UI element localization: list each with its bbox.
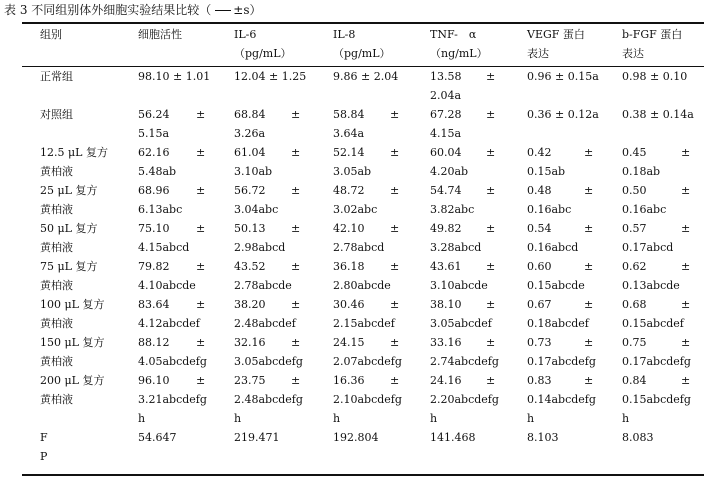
row-label: 黄柏液 bbox=[40, 279, 73, 292]
pm-symbol: ± bbox=[681, 260, 691, 273]
table-cell: 0.38 ± 0.14a bbox=[622, 108, 694, 121]
table-cell: 2.10abcdefg bbox=[333, 393, 402, 406]
table-cell: 32.16 bbox=[234, 336, 266, 349]
pm-symbol: ± bbox=[584, 260, 594, 273]
table-cell: 36.18 bbox=[333, 260, 365, 273]
table-cell: 2.74abcdefg bbox=[430, 355, 499, 368]
table-cell: 0.13abcde bbox=[622, 279, 680, 292]
pm-symbol: ± bbox=[291, 374, 301, 387]
table-cell: 48.72 bbox=[333, 184, 365, 197]
header-cell: 表达 bbox=[622, 47, 644, 60]
table-cell: 3.10ab bbox=[234, 165, 273, 178]
row-label: 黄柏液 bbox=[40, 165, 73, 178]
pm-symbol: ± bbox=[390, 222, 400, 235]
table-cell: 0.84 bbox=[622, 374, 647, 387]
table-cell: 0.17abcd bbox=[622, 241, 674, 254]
table-cell: 0.62 bbox=[622, 260, 647, 273]
table-cell: 2.15abcdef bbox=[333, 317, 395, 330]
row-label: 黄柏液 bbox=[40, 203, 73, 216]
table-cell: 0.17abcdefg bbox=[622, 355, 691, 368]
pm-symbol: ± bbox=[486, 336, 496, 349]
table-cell: 2.98abcd bbox=[234, 241, 286, 254]
header-cell: b-FGF 蛋白 bbox=[622, 28, 683, 41]
row-label: 100 μL 复方 bbox=[40, 298, 105, 311]
pm-symbol: ± bbox=[291, 336, 301, 349]
table-cell: 3.10abcde bbox=[430, 279, 488, 292]
pm-symbol: ± bbox=[584, 184, 594, 197]
table-cell: 0.15abcdefg bbox=[622, 393, 691, 406]
table-cell: 3.64a bbox=[333, 127, 365, 140]
pm-symbol: ± bbox=[390, 184, 400, 197]
pm-symbol: ± bbox=[196, 184, 206, 197]
table-cell: 0.17abcdefg bbox=[527, 355, 596, 368]
table-cell: 54.647 bbox=[138, 431, 177, 444]
header-cell: VEGF 蛋白 bbox=[527, 28, 585, 41]
table-cell: 4.15abcd bbox=[138, 241, 190, 254]
table-cell: 0.96 ± 0.15a bbox=[527, 70, 599, 83]
pm-symbol: ± bbox=[486, 298, 496, 311]
table-cell: 0.14abcdefg bbox=[527, 393, 596, 406]
header-cell: 表达 bbox=[527, 47, 549, 60]
table-cell: 3.05abcdef bbox=[430, 317, 492, 330]
table-header-rule bbox=[22, 66, 704, 67]
pm-symbol: ± bbox=[486, 108, 496, 121]
table-cell: 50.13 bbox=[234, 222, 266, 235]
table-cell: 0.18abcdef bbox=[527, 317, 589, 330]
pm-symbol: ± bbox=[196, 108, 206, 121]
table-cell: 3.04abc bbox=[234, 203, 279, 216]
table-cell: 3.02abc bbox=[333, 203, 378, 216]
table-cell: 0.16abcd bbox=[527, 241, 579, 254]
row-label: 对照组 bbox=[40, 108, 73, 121]
table-cell: 4.12abcdef bbox=[138, 317, 200, 330]
table-cell: 8.103 bbox=[527, 431, 559, 444]
table-cell: 56.72 bbox=[234, 184, 266, 197]
pm-symbol: ± bbox=[486, 146, 496, 159]
table-cell: 3.05abcdefg bbox=[234, 355, 303, 368]
table-cell: 0.83 bbox=[527, 374, 552, 387]
row-label: 75 μL 复方 bbox=[40, 260, 98, 273]
table-cell: 43.52 bbox=[234, 260, 266, 273]
table-cell: 2.20abcdefg bbox=[430, 393, 499, 406]
table-cell: h bbox=[430, 412, 438, 425]
header-cell: 组别 bbox=[40, 28, 62, 41]
table-caption bbox=[4, 2, 261, 18]
header-cell: IL-8 bbox=[333, 28, 356, 41]
header-cell: （pg/mL） bbox=[333, 47, 391, 60]
table-cell: 3.05ab bbox=[333, 165, 372, 178]
table-cell: 38.10 bbox=[430, 298, 462, 311]
row-label: 12.5 μL 复方 bbox=[40, 146, 108, 159]
table-cell: 0.16abc bbox=[622, 203, 667, 216]
table-cell: 0.45 bbox=[622, 146, 647, 159]
table-cell: 96.10 bbox=[138, 374, 170, 387]
table-cell: h bbox=[333, 412, 341, 425]
table-cell: 2.07abcdefg bbox=[333, 355, 402, 368]
pm-symbol: ± bbox=[584, 222, 594, 235]
caption-suffix: ±s） bbox=[233, 3, 262, 17]
pm-symbol: ± bbox=[681, 336, 691, 349]
pm-symbol: ± bbox=[196, 146, 206, 159]
row-label: 25 μL 复方 bbox=[40, 184, 98, 197]
pm-symbol: ± bbox=[390, 298, 400, 311]
pm-symbol: ± bbox=[196, 222, 206, 235]
pm-symbol: ± bbox=[681, 222, 691, 235]
table-cell: 23.75 bbox=[234, 374, 266, 387]
table-cell: 24.16 bbox=[430, 374, 462, 387]
table-cell: 6.13abc bbox=[138, 203, 183, 216]
table-cell: 38.20 bbox=[234, 298, 266, 311]
xbar-mark bbox=[215, 10, 231, 11]
pm-symbol: ± bbox=[291, 260, 301, 273]
pm-symbol: ± bbox=[291, 108, 301, 121]
pm-symbol: ± bbox=[486, 260, 496, 273]
table-cell: 0.18ab bbox=[622, 165, 661, 178]
table-bottom-rule bbox=[22, 474, 704, 476]
table-cell: 83.64 bbox=[138, 298, 170, 311]
pm-symbol: ± bbox=[681, 374, 691, 387]
row-label: P bbox=[40, 450, 48, 463]
table-cell: 0.60 bbox=[527, 260, 552, 273]
table-cell: 0.50 bbox=[622, 184, 647, 197]
table-cell: 2.78abcd bbox=[333, 241, 385, 254]
table-cell: 2.48abcdef bbox=[234, 317, 296, 330]
pm-symbol: ± bbox=[291, 222, 301, 235]
pm-symbol: ± bbox=[486, 374, 496, 387]
pm-symbol: ± bbox=[486, 70, 496, 83]
row-label: 黄柏液 bbox=[40, 393, 73, 406]
table-cell: 0.15abcde bbox=[527, 279, 585, 292]
table-cell: 79.82 bbox=[138, 260, 170, 273]
table-cell: 8.083 bbox=[622, 431, 654, 444]
pm-symbol: ± bbox=[390, 108, 400, 121]
table-cell: 2.48abcdefg bbox=[234, 393, 303, 406]
pm-symbol: ± bbox=[681, 298, 691, 311]
pm-symbol: ± bbox=[196, 374, 206, 387]
header-cell: （ng/mL） bbox=[430, 47, 488, 60]
table-cell: 68.96 bbox=[138, 184, 170, 197]
row-label: 50 μL 复方 bbox=[40, 222, 98, 235]
pm-symbol: ± bbox=[486, 184, 496, 197]
table-cell: 0.36 ± 0.12a bbox=[527, 108, 599, 121]
table-cell: 0.48 bbox=[527, 184, 552, 197]
table-cell: 68.84 bbox=[234, 108, 266, 121]
table-cell: 0.67 bbox=[527, 298, 552, 311]
table-cell: 16.36 bbox=[333, 374, 365, 387]
pm-symbol: ± bbox=[291, 146, 301, 159]
row-label: 正常组 bbox=[40, 70, 73, 83]
table-cell: 0.57 bbox=[622, 222, 647, 235]
table-cell: 0.98 ± 0.10 bbox=[622, 70, 688, 83]
table-cell: 42.10 bbox=[333, 222, 365, 235]
table-cell: 24.15 bbox=[333, 336, 365, 349]
pm-symbol: ± bbox=[196, 260, 206, 273]
table-cell: 52.14 bbox=[333, 146, 365, 159]
table-cell: h bbox=[138, 412, 146, 425]
pm-symbol: ± bbox=[584, 146, 594, 159]
pm-symbol: ± bbox=[584, 298, 594, 311]
table-cell: 13.58 bbox=[430, 70, 462, 83]
table-cell: 4.10abcde bbox=[138, 279, 196, 292]
table-cell: 4.15a bbox=[430, 127, 462, 140]
table-cell: 12.04 ± 1.25 bbox=[234, 70, 307, 83]
table-cell: 49.82 bbox=[430, 222, 462, 235]
table-cell: 62.16 bbox=[138, 146, 170, 159]
table-top-rule bbox=[22, 22, 704, 24]
table-cell: 0.75 bbox=[622, 336, 647, 349]
table-cell: 61.04 bbox=[234, 146, 266, 159]
table-cell: 98.10 ± 1.01 bbox=[138, 70, 211, 83]
pm-symbol: ± bbox=[681, 184, 691, 197]
table-cell: h bbox=[234, 412, 242, 425]
header-cell: IL-6 bbox=[234, 28, 257, 41]
table-cell: 0.73 bbox=[527, 336, 552, 349]
table-cell: 0.54 bbox=[527, 222, 552, 235]
row-label: 黄柏液 bbox=[40, 317, 73, 330]
pm-symbol: ± bbox=[584, 336, 594, 349]
table-cell: 4.05abcdefg bbox=[138, 355, 207, 368]
caption-prefix: 表 3 不同组别体外细胞实验结果比较（ bbox=[4, 3, 212, 17]
row-label: 200 μL 复方 bbox=[40, 374, 105, 387]
table-cell: 0.15ab bbox=[527, 165, 566, 178]
pm-symbol: ± bbox=[584, 374, 594, 387]
table-cell: 75.10 bbox=[138, 222, 170, 235]
table-cell: 0.42 bbox=[527, 146, 552, 159]
table-cell: 2.04a bbox=[430, 89, 462, 102]
table-cell: 3.21abcdefg bbox=[138, 393, 207, 406]
row-label: 黄柏液 bbox=[40, 355, 73, 368]
pm-symbol: ± bbox=[196, 298, 206, 311]
table-cell: 3.26a bbox=[234, 127, 266, 140]
table-cell: 9.86 ± 2.04 bbox=[333, 70, 399, 83]
table-cell: 54.74 bbox=[430, 184, 462, 197]
table-cell: 56.24 bbox=[138, 108, 170, 121]
pm-symbol: ± bbox=[291, 298, 301, 311]
pm-symbol: ± bbox=[196, 336, 206, 349]
table-cell: 33.16 bbox=[430, 336, 462, 349]
pm-symbol: ± bbox=[390, 374, 400, 387]
table-cell: 43.61 bbox=[430, 260, 462, 273]
header-cell: TNF- α bbox=[430, 28, 477, 41]
table-cell: 141.468 bbox=[430, 431, 476, 444]
table-cell: 192.804 bbox=[333, 431, 379, 444]
table-cell: h bbox=[622, 412, 630, 425]
table-cell: 4.20ab bbox=[430, 165, 469, 178]
table-cell: 2.78abcde bbox=[234, 279, 292, 292]
table-cell: 30.46 bbox=[333, 298, 365, 311]
pm-symbol: ± bbox=[390, 260, 400, 273]
row-label: 150 μL 复方 bbox=[40, 336, 105, 349]
table-cell: h bbox=[527, 412, 535, 425]
table-cell: 5.15a bbox=[138, 127, 170, 140]
pm-symbol: ± bbox=[390, 146, 400, 159]
row-label: F bbox=[40, 431, 48, 444]
table-cell: 0.16abc bbox=[527, 203, 572, 216]
table-cell: 219.471 bbox=[234, 431, 280, 444]
row-label: 黄柏液 bbox=[40, 241, 73, 254]
table-cell: 67.28 bbox=[430, 108, 462, 121]
header-cell: 细胞活性 bbox=[138, 28, 182, 41]
pm-symbol: ± bbox=[390, 336, 400, 349]
pm-symbol: ± bbox=[486, 222, 496, 235]
table-cell: 60.04 bbox=[430, 146, 462, 159]
table-cell: 58.84 bbox=[333, 108, 365, 121]
table-cell: 5.48ab bbox=[138, 165, 177, 178]
pm-symbol: ± bbox=[681, 146, 691, 159]
table-cell: 0.15abcdef bbox=[622, 317, 684, 330]
table-cell: 88.12 bbox=[138, 336, 170, 349]
table-cell: 3.28abcd bbox=[430, 241, 482, 254]
table-cell: 3.82abc bbox=[430, 203, 475, 216]
table-cell: 2.80abcde bbox=[333, 279, 391, 292]
table-cell: 0.68 bbox=[622, 298, 647, 311]
pm-symbol: ± bbox=[291, 184, 301, 197]
header-cell: （pg/mL） bbox=[234, 47, 292, 60]
